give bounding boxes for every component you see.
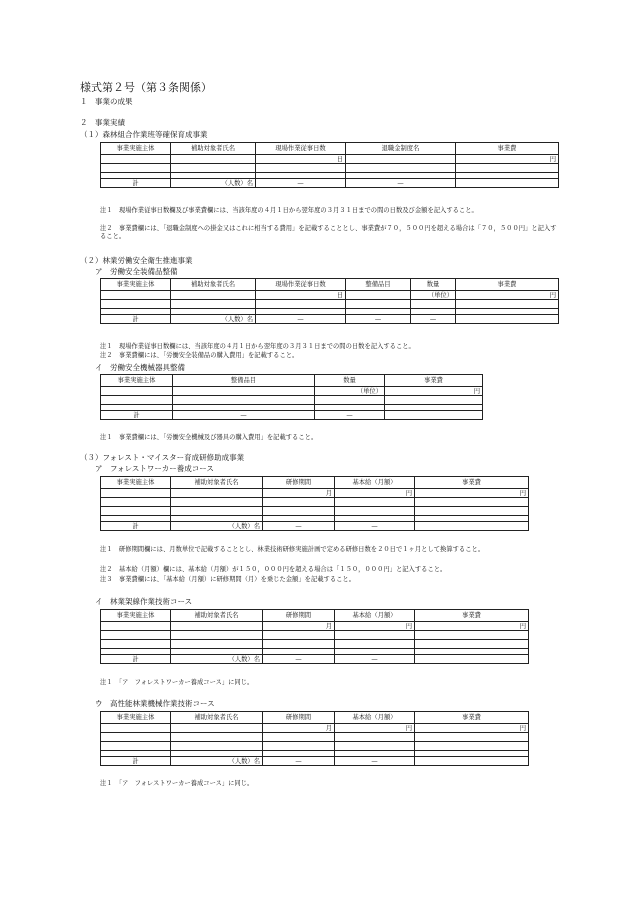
total-label: 計 (101, 179, 171, 188)
col-header: 事業実施主体 (101, 279, 171, 291)
unit-yen: 円 (335, 724, 415, 733)
unit-month: 月 (263, 622, 335, 631)
unit-yen: 円 (415, 489, 529, 498)
note: 注２ 事業費欄には、「労働安全装備品の購入費用」を記載すること。 (100, 352, 299, 359)
total-label: 計 (101, 315, 171, 324)
note: 注１ 「ア フォレストワーカー養成コース」に同じ。 (100, 780, 254, 787)
note: 注１ 現場作業従事日数欄には、当該年度の４月１日から翌年度の３月３１日までの間の日数を記入すること。 (100, 343, 415, 350)
form-title: 様式第２号（第３条関係） (80, 81, 212, 94)
col-header: 補助対象者氏名 (171, 610, 263, 622)
col-header: 事業実施主体 (101, 375, 173, 387)
unit-yen: 円 (335, 489, 415, 498)
persons-count: （人数）名 (171, 757, 263, 766)
col-header: 事業費 (415, 610, 529, 622)
col-header: 事業実施主体 (101, 477, 171, 489)
table-cell (101, 155, 171, 164)
col-header: 研修期間 (263, 712, 335, 724)
persons-count: （人数）名 (171, 179, 256, 188)
col-header: 補助対象者氏名 (171, 712, 263, 724)
col-header: 研修期間 (263, 610, 335, 622)
table-safety-equipment (100, 278, 559, 324)
subsection-2i-heading: イ 労働安全機械器具整備 (95, 363, 185, 372)
col-header: 研修期間 (263, 477, 335, 489)
col-header: 整備品目 (173, 375, 315, 387)
table-cable-logging-course (100, 609, 529, 664)
table-cell (171, 155, 256, 164)
note: 注１ 研修期間欄には、月数単位で記載することとし、林業技術研修実施計画で定める研修日数を２０日で１ヶ月として換算すること。 (100, 546, 485, 553)
col-header: 事業実施主体 (101, 610, 171, 622)
col-header: 数量 (315, 375, 385, 387)
dash: — (263, 655, 335, 664)
note: 注２ 基本給（月額）欄には、基本給（月額）が１５０，０００円を超える場合は「１５０，０００円」と記入すること。 (100, 566, 447, 573)
unit-yen: 円 (456, 291, 559, 300)
col-header: 補助対象者氏名 (171, 477, 263, 489)
unit-qty: （単位） (315, 387, 385, 396)
dash: — (263, 522, 335, 531)
note: 注１ 事業費欄には、「労働安全機械及び器具の購入費用」を記載すること。 (100, 434, 318, 441)
unit-yen: 円 (385, 387, 483, 396)
col-header: 事業実施主体 (101, 143, 171, 155)
col-header: 事業実施主体 (101, 712, 171, 724)
col-header: 現場作業従事日数 (256, 279, 346, 291)
col-header: 補助対象者氏名 (171, 279, 256, 291)
dash: — (335, 522, 415, 531)
dash: — (263, 757, 335, 766)
dash: — (346, 179, 456, 188)
unit-yen: 円 (415, 724, 529, 733)
unit-month: 月 (263, 489, 335, 498)
section-2-heading: ２ 事業実績 (80, 118, 125, 127)
note: 注３ 事業費欄には、「基本給（月額）に研修期間（月）を乗じた金額」を記載すること。 (100, 576, 356, 583)
col-header: 事業費 (415, 712, 529, 724)
unit-qty: （単位） (411, 291, 456, 300)
subsection-2-heading: （２）林業労働安全衛生推進事業 (80, 256, 193, 265)
total-label: 計 (101, 757, 171, 766)
persons-count: （人数）名 (171, 655, 263, 664)
unit-yen: 円 (415, 622, 529, 631)
subsection-3i-heading: イ 林業架線作業技術コース (95, 597, 193, 606)
col-header: 基本給（月額） (335, 712, 415, 724)
dash: — (315, 411, 385, 420)
section-1-heading: １ 事業の成果 (80, 97, 133, 106)
total-label: 計 (101, 411, 173, 420)
persons-count: （人数）名 (171, 522, 263, 531)
table-cell (346, 155, 456, 164)
subsection-3a-heading: ア フォレストワーカー養成コース (95, 464, 214, 473)
col-header: 事業費 (456, 279, 559, 291)
col-header: 事業費 (415, 477, 529, 489)
unit-yen: 円 (456, 155, 559, 164)
subsection-3u-heading: ウ 高性能林業機械作業技術コース (95, 699, 215, 708)
col-header: 基本給（月額） (335, 610, 415, 622)
note: 注１ 現場作業従事日数欄及び事業費欄には、当該年度の４月１日から翌年度の３月３１日までの間の日数及び金額を記入すること。 (100, 207, 478, 214)
dash: — (256, 179, 346, 188)
unit-days: 日 (256, 291, 346, 300)
subsection-2a-heading: ア 労働安全装備品整備 (95, 267, 178, 276)
total-label: 計 (101, 522, 171, 531)
table-safety-machinery (100, 374, 483, 420)
subsection-3-heading: （３）フォレスト・マイスター育成研修助成事業 (80, 453, 245, 462)
col-header: 基本給（月額） (335, 477, 415, 489)
unit-yen: 円 (335, 622, 415, 631)
dash: — (256, 315, 346, 324)
dash: — (335, 655, 415, 664)
dash: — (335, 757, 415, 766)
col-header: 補助対象者氏名 (171, 143, 256, 155)
table-forestry-workers (100, 142, 559, 188)
col-header: 事業費 (385, 375, 483, 387)
col-header: 数量 (411, 279, 456, 291)
dash: — (346, 315, 411, 324)
col-header: 整備品目 (346, 279, 411, 291)
dash: — (411, 315, 456, 324)
unit-month: 月 (263, 724, 335, 733)
unit-days: 日 (256, 155, 346, 164)
persons-count: （人数）名 (171, 315, 256, 324)
table-cell (456, 179, 559, 188)
note: 注１ 「ア フォレストワーカー養成コース」に同じ。 (100, 679, 254, 686)
total-label: 計 (101, 655, 171, 664)
table-high-performance-machinery-course (100, 711, 529, 766)
dash: — (173, 411, 315, 420)
table-forest-worker-course (100, 476, 529, 531)
col-header: 現場作業従事日数 (256, 143, 346, 155)
col-header: 事業費 (456, 143, 559, 155)
col-header: 退職金制度名 (346, 143, 456, 155)
subsection-1-heading: （１）森林組合作業班等確保育成事業 (80, 130, 208, 139)
note: 注２ 事業費欄には、「退職金制度への掛金又はこれに相当する費用」を記載することとし、事業費が７０，５００円を超える場合は「７０，５００円」と記入すること。 (100, 225, 557, 240)
